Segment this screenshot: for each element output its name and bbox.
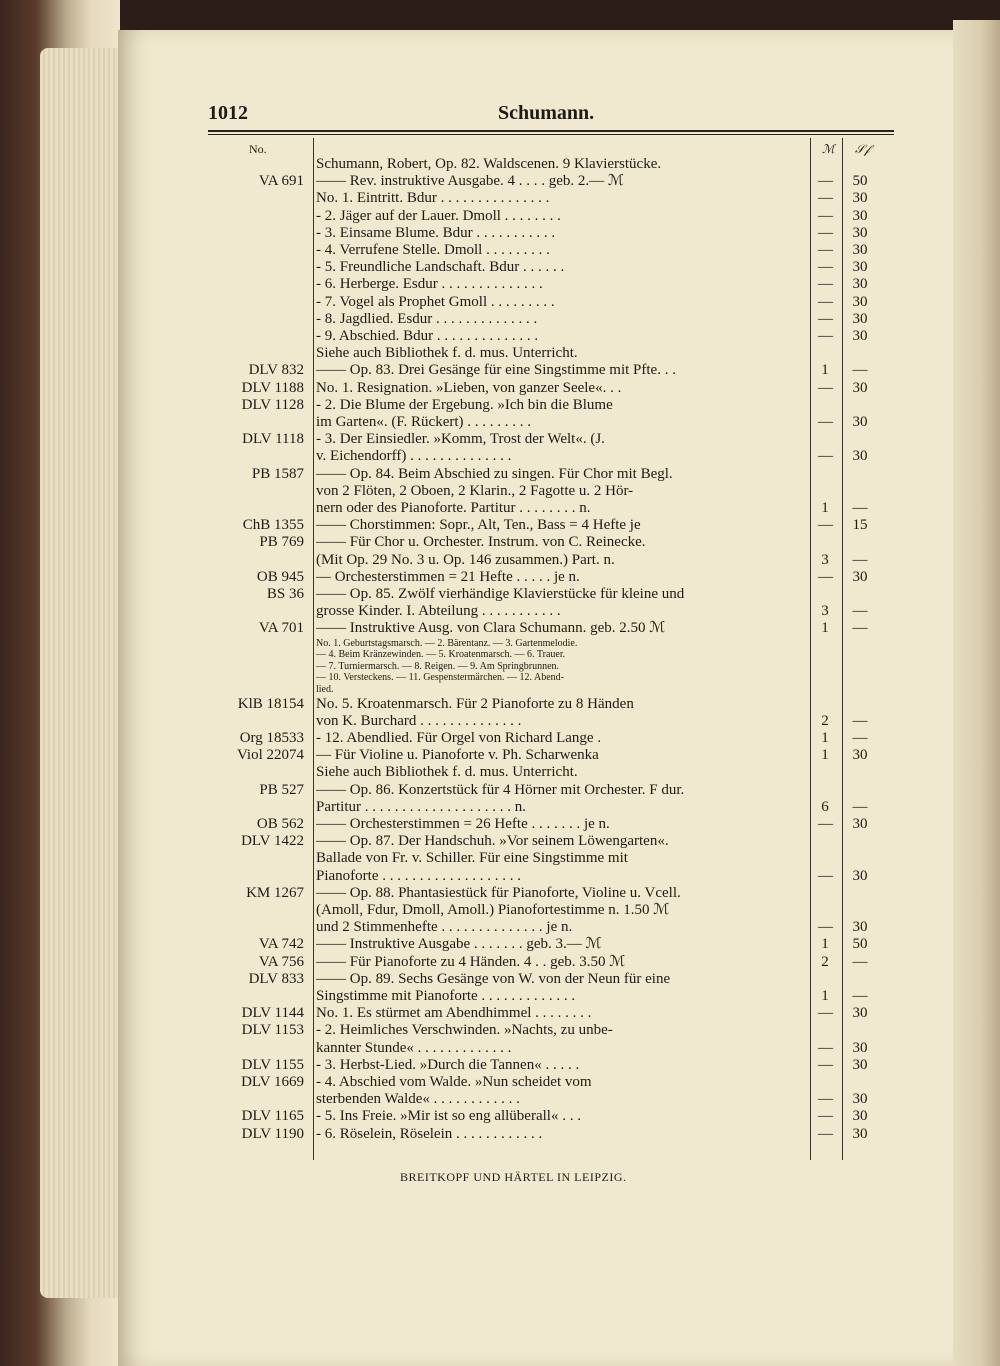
catalog-number: Org 18533 <box>239 730 304 746</box>
price-mark: 6 <box>821 798 829 815</box>
price-mark: 1 <box>821 362 829 379</box>
price-mark: — <box>818 242 833 258</box>
catalog-number: DLV 1669 <box>241 1074 304 1090</box>
entry-text: Ballade von Fr. v. Schiller. Für eine Singstimme mit <box>316 850 628 867</box>
entry-text: —— Op. 88. Phantasiestück für Pianoforte, Violine u. Vcell. <box>316 884 681 901</box>
price-mark: — <box>818 448 833 465</box>
price-pfennig: 30 <box>852 867 868 884</box>
entry-text: im Garten«. (F. Rückert) . . . . . . . . . <box>316 414 532 430</box>
price-pfennig: 30 <box>852 816 868 832</box>
price-pfennig: — <box>852 603 868 620</box>
entry-text: von K. Burchard . . . . . . . . . . . . . . <box>316 712 522 729</box>
price-mark: — <box>818 190 833 207</box>
price-pfennig: 30 <box>852 1108 868 1125</box>
catalog-number: VA 691 <box>258 173 304 190</box>
entry-text: und 2 Stimmenhefte . . . . . . . . . . . . . . je n. <box>316 919 573 936</box>
entry-text: - 4. Verrufene Stelle. Dmoll . . . . . . . . . <box>316 242 550 258</box>
price-mark: 2 <box>821 953 829 970</box>
price-mark: 1 <box>821 620 829 637</box>
page-number: 1012 <box>208 102 248 124</box>
price-mark: 1 <box>821 500 829 516</box>
catalog-number: DLV 1190 <box>241 1125 304 1142</box>
price-mark: — <box>818 259 833 276</box>
entry-text: —— Op. 87. Der Handschuh. »Vor seinem Löwengarten«. <box>316 833 669 850</box>
price-mark: 1 <box>821 730 829 746</box>
catalog-number: PB 769 <box>259 534 304 551</box>
entry-text: — Für Violine u. Pianoforte v. Ph. Scharwenka <box>316 747 599 764</box>
price-pfennig: 30 <box>852 259 868 276</box>
catalog-number: OB 945 <box>256 568 304 585</box>
price-pfennig: — <box>852 362 868 379</box>
price-mark: — <box>818 1005 833 1022</box>
column-header-no: No. <box>249 142 267 156</box>
right-page-edge <box>953 20 1000 1366</box>
price-pfennig: 50 <box>852 936 868 953</box>
entry-text: Singstimme mit Pianoforte . . . . . . . . . . . . . <box>316 988 576 1004</box>
price-mark: — <box>818 379 833 396</box>
catalog-number: KlB 18154 <box>237 695 304 712</box>
entry-text: Pianoforte . . . . . . . . . . . . . . . . . . . <box>316 867 521 884</box>
catalog-number: Viol 22074 <box>236 747 304 764</box>
price-pfennig: 30 <box>852 1091 868 1108</box>
price-pfennig: 30 <box>852 414 868 430</box>
price-mark: — <box>818 1039 833 1056</box>
entry-text: —— Für Pianoforte zu 4 Händen. 4 . . geb. 3.50 ℳ <box>316 953 626 970</box>
entry-text: (Mit Op. 29 No. 3 u. Op. 146 zusammen.) Part. n. <box>316 551 615 568</box>
price-pfennig: 30 <box>852 1056 868 1073</box>
catalog-number: DLV 1165 <box>241 1108 304 1125</box>
price-mark: — <box>818 310 833 327</box>
entry-text: - 5. Freundliche Landschaft. Bdur . . . . . . <box>316 259 565 276</box>
price-pfennig: — <box>852 712 868 729</box>
price-pfennig: — <box>852 551 868 568</box>
catalog-number: DLV 1188 <box>241 379 304 396</box>
price-pfennig: 30 <box>852 919 868 936</box>
price-pfennig: 30 <box>852 1039 868 1056</box>
price-pfennig: 30 <box>852 379 868 396</box>
catalog-number: DLV 1144 <box>241 1005 304 1022</box>
entry-text: - 2. Jäger auf der Lauer. Dmoll . . . . . . . . <box>316 207 561 224</box>
price-pfennig: 30 <box>852 747 868 764</box>
entry-text: —— Op. 89. Sechs Gesänge von W. von der Neun für eine <box>316 970 671 987</box>
entry-text: Siehe auch Bibliothek f. d. mus. Unterricht. <box>316 345 578 362</box>
entry-text: - 12. Abendlied. Für Orgel von Richard Lange . <box>316 730 602 746</box>
entry-text: - 2. Die Blume der Ergebung. »Ich bin die Blume <box>316 396 613 413</box>
price-mark: — <box>818 816 833 832</box>
price-mark: 2 <box>821 712 829 729</box>
price-mark: — <box>818 1091 833 1108</box>
price-pfennig: — <box>852 988 868 1004</box>
entry-text: - 4. Abschied vom Walde. »Nun scheidet vom <box>316 1074 592 1090</box>
price-pfennig: 30 <box>852 190 868 207</box>
price-mark: — <box>818 293 833 310</box>
entry-text: - 3. Der Einsiedler. »Komm, Trost der Welt«. (J. <box>316 431 605 448</box>
column-header-mark: ℳ <box>822 142 835 156</box>
entry-text: sterbenden Walde« . . . . . . . . . . . . <box>316 1091 520 1108</box>
price-pfennig: 30 <box>852 1005 868 1022</box>
publisher-footer: BREITKOPF UND HÄRTEL IN LEIPZIG. <box>400 1170 627 1184</box>
column-rule-number <box>313 138 314 1160</box>
price-mark: — <box>818 1056 833 1073</box>
price-mark: 1 <box>821 747 829 764</box>
page-header <box>208 100 894 132</box>
entry-text: Partitur . . . . . . . . . . . . . . . . . . . . n. <box>316 798 526 815</box>
entry-text: —— Orchesterstimmen = 26 Hefte . . . . . . . je n. <box>316 816 610 832</box>
price-mark: — <box>818 414 833 430</box>
price-pfennig: 30 <box>852 276 868 293</box>
price-pfennig: 30 <box>852 207 868 224</box>
entry-text: grosse Kinder. I. Abteilung . . . . . . . . . . . <box>316 603 561 620</box>
price-pfennig: — <box>852 798 868 815</box>
price-mark: — <box>818 1108 833 1125</box>
price-pfennig: 30 <box>852 448 868 465</box>
price-pfennig: 30 <box>852 1125 868 1142</box>
entry-text: No. 5. Kroatenmarsch. Für 2 Pianoforte zu 8 Händen <box>316 695 634 712</box>
entry-text: No. 1. Geburtstagsmarsch. — 2. Bärentanz. — 3. Gartenmelodie. <box>316 637 578 649</box>
price-mark: — <box>818 328 833 344</box>
catalog-number: DLV 1422 <box>241 833 304 850</box>
entry-text: —— Op. 83. Drei Gesänge für eine Singstimme mit Pfte. . . <box>316 362 676 379</box>
entry-text: kannter Stunde« . . . . . . . . . . . . . <box>316 1039 512 1056</box>
entry-text: No. 1. Resignation. »Lieben, von ganzer Seele«. . . <box>316 379 622 396</box>
column-rule-mark <box>810 138 811 1160</box>
price-mark: — <box>818 1125 833 1142</box>
price-mark: 1 <box>821 988 829 1004</box>
entry-text: nern oder des Pianoforte. Partitur . . . . . . . . n. <box>316 500 591 516</box>
entry-text: - 3. Einsame Blume. Bdur . . . . . . . . . . . <box>316 224 556 241</box>
entry-text: (Amoll, Fdur, Dmoll, Amoll.) Pianofortestimme n. 1.50 ℳ <box>316 902 670 918</box>
price-pfennig: 30 <box>852 224 868 241</box>
price-pfennig: 15 <box>852 517 868 534</box>
catalog-number: ChB 1355 <box>242 517 304 534</box>
entry-text: - 3. Herbst-Lied. »Durch die Tannen« . . . . . <box>316 1056 580 1073</box>
entry-text: - 7. Vogel als Prophet Gmoll . . . . . . . . . <box>316 293 555 310</box>
entry-text: — Orchesterstimmen = 21 Hefte . . . . . je n. <box>316 568 580 585</box>
price-pfennig: — <box>852 500 868 516</box>
price-mark: — <box>818 919 833 936</box>
price-pfennig: — <box>852 953 868 970</box>
price-mark: — <box>818 173 833 190</box>
entry-text: —— Op. 86. Konzertstück für 4 Hörner mit Orchester. F dur. <box>316 781 685 798</box>
catalog-number: DLV 1153 <box>241 1022 304 1039</box>
column-rule-pf <box>842 138 843 1160</box>
catalog-number: DLV 1118 <box>242 431 304 448</box>
price-mark: — <box>818 867 833 884</box>
price-mark: 1 <box>821 936 829 953</box>
entry-text: No. 1. Eintritt. Bdur . . . . . . . . . . . . . . . <box>316 190 550 207</box>
entry-text: —— Instruktive Ausgabe . . . . . . . geb. 3.— ℳ <box>316 936 602 953</box>
price-mark: — <box>818 207 833 224</box>
price-pfennig: 30 <box>852 310 868 327</box>
entry-text: - 5. Ins Freie. »Mir ist so eng allüberall« . . . <box>316 1108 581 1125</box>
entry-text: —— Instruktive Ausg. von Clara Schumann. geb. 2.50 ℳ <box>316 620 666 637</box>
catalog-number: VA 701 <box>258 620 304 637</box>
price-mark: — <box>818 224 833 241</box>
entry-text: —— Chorstimmen: Sopr., Alt, Ten., Bass = 4 Hefte je <box>316 517 641 534</box>
catalog-number: DLV 1155 <box>241 1056 304 1073</box>
entry-text: — 4. Beim Kränzewinden. — 5. Kroatenmarsch. — 6. Trauer. <box>316 649 566 661</box>
entry-text: von 2 Flöten, 2 Oboen, 2 Klarin., 2 Fagotte u. 2 Hör- <box>316 482 634 499</box>
entry-text: Schumann, Robert, Op. 82. Waldscenen. 9 Klavierstücke. <box>316 156 662 172</box>
price-pfennig: — <box>852 620 868 637</box>
catalog-number: KM 1267 <box>246 884 304 901</box>
price-pfennig: 30 <box>852 328 868 344</box>
page-stack-edge <box>40 48 130 1298</box>
entry-text: - 8. Jagdlied. Esdur . . . . . . . . . . . . . . <box>316 310 538 327</box>
column-header-pf: 𝒮𝒻 <box>855 142 870 156</box>
entry-text: - 6. Herberge. Esdur . . . . . . . . . . . . . . <box>316 276 543 293</box>
entry-text: — 10. Versteckens. — 11. Gespenstermärchen. — 12. Abend- <box>316 672 564 684</box>
entry-text: v. Eichendorff) . . . . . . . . . . . . . . <box>316 448 512 465</box>
price-pfennig: 30 <box>852 568 868 585</box>
price-mark: 3 <box>821 603 829 620</box>
catalog-number: BS 36 <box>266 586 304 602</box>
price-pfennig: 30 <box>852 242 868 258</box>
entry-text: — 7. Turniermarsch. — 8. Reigen. — 9. Am Springbrunnen. <box>316 660 560 672</box>
catalog-number: VA 756 <box>258 953 304 970</box>
entry-text: No. 1. Es stürmet am Abendhimmel . . . . . . . . <box>316 1005 592 1022</box>
entry-text: —— Rev. instruktive Ausgabe. 4 . . . . geb. 2.— ℳ <box>316 173 624 190</box>
catalog-number: PB 1587 <box>251 465 304 482</box>
price-mark: — <box>818 568 833 585</box>
catalog-number: DLV 832 <box>248 362 304 379</box>
price-pfennig: 30 <box>852 293 868 310</box>
entry-text: - 2. Heimliches Verschwinden. »Nachts, zu unbe- <box>316 1022 613 1039</box>
entry-text: - 6. Röselein, Röselein . . . . . . . . . . . . <box>316 1125 543 1142</box>
entry-text: —— Op. 84. Beim Abschied zu singen. Für Chor mit Begl. <box>316 465 673 482</box>
catalog-number: OB 562 <box>256 816 304 832</box>
entry-text: —— Op. 85. Zwölf vierhändige Klavierstücke für kleine und <box>316 586 685 602</box>
entry-text: —— Für Chor u. Orchester. Instrum. von C. Reinecke. <box>316 534 646 551</box>
catalog-number: PB 527 <box>259 781 304 798</box>
catalog-number: VA 742 <box>258 936 304 953</box>
price-pfennig: 50 <box>852 173 868 190</box>
entry-text: lied. <box>316 684 334 695</box>
header-rule <box>208 134 894 135</box>
page-title: Schumann. <box>498 102 595 124</box>
entry-text: Siehe auch Bibliothek f. d. mus. Unterricht. <box>316 764 578 781</box>
price-mark: — <box>818 276 833 293</box>
catalog-number: DLV 833 <box>248 970 304 987</box>
price-mark: — <box>818 517 833 534</box>
entry-text: - 9. Abschied. Bdur . . . . . . . . . . . . . . <box>316 328 539 344</box>
price-pfennig: — <box>852 730 868 746</box>
catalog-number: DLV 1128 <box>241 396 304 413</box>
price-mark: 3 <box>821 551 829 568</box>
